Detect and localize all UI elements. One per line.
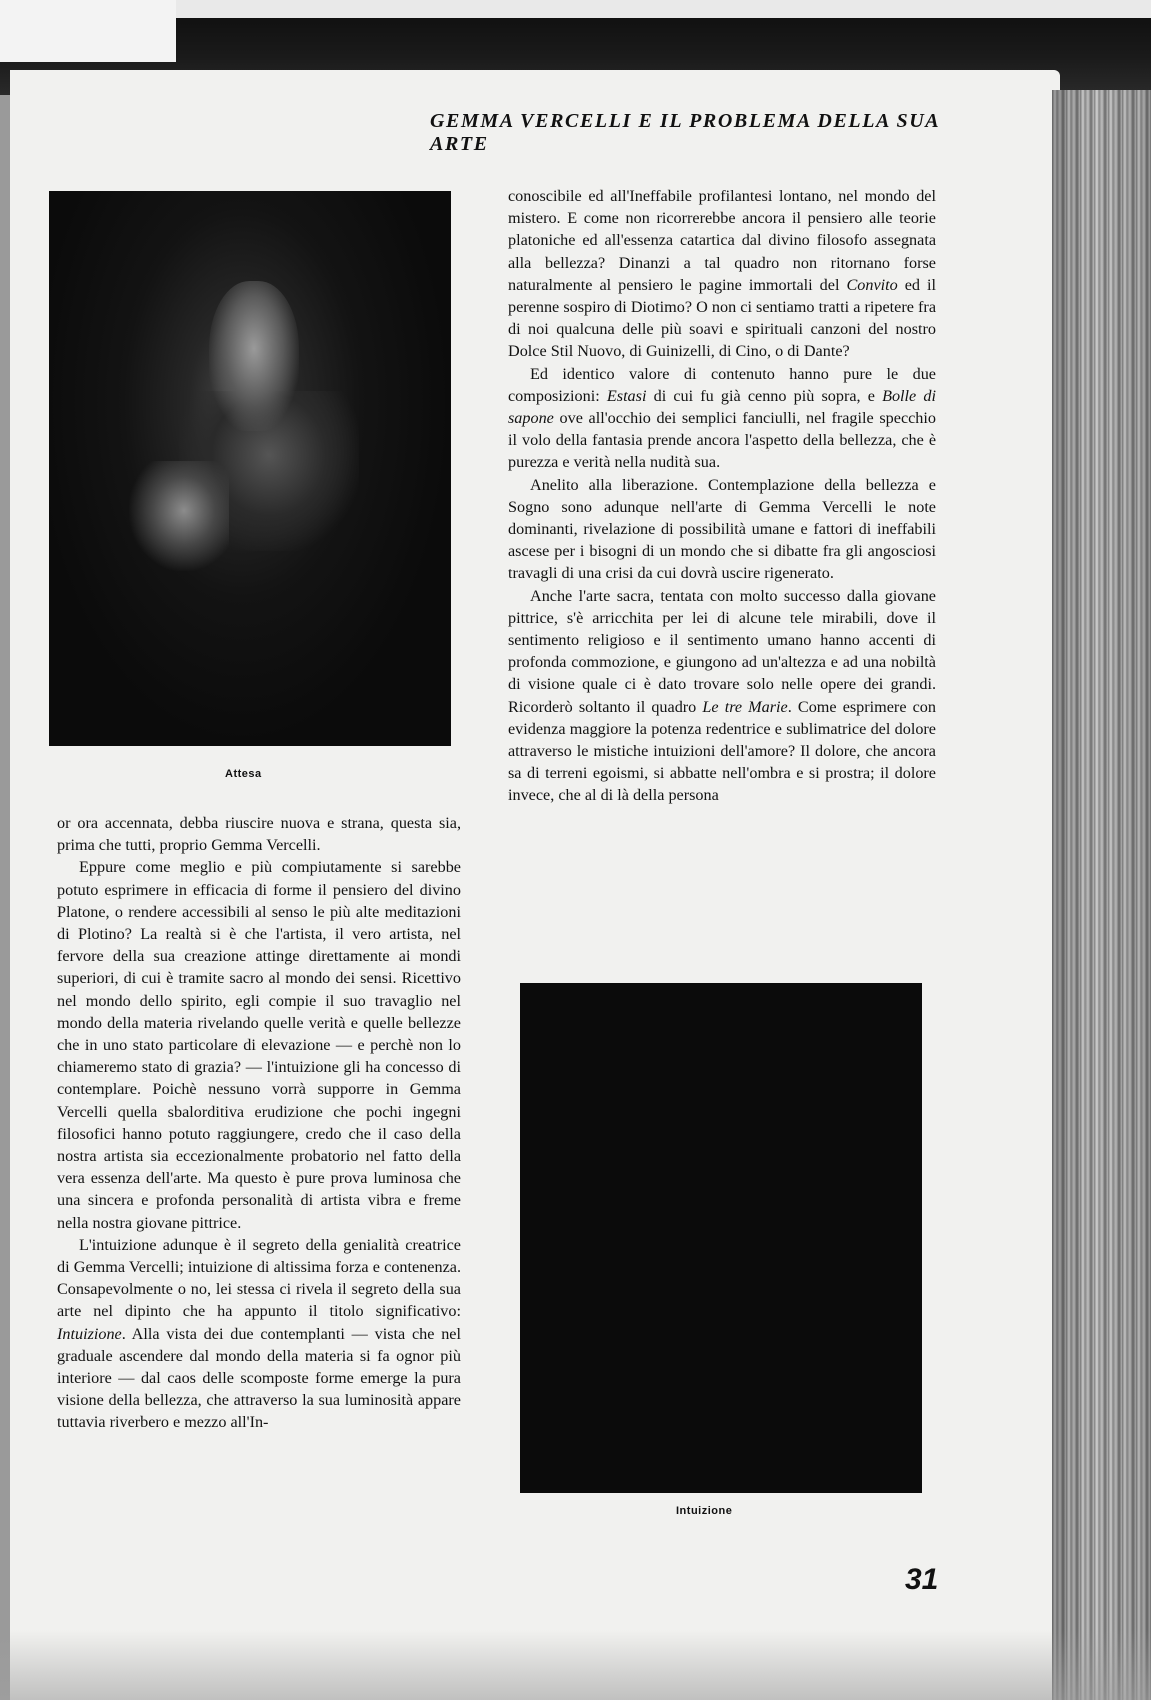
left-paragraph-3-text-b: . Alla vista dei due contemplanti — vista che nel graduale ascendere dal mondo della materia si fa ognor più interiore — dal caos delle scomposte forme emerge la pura visione della bellezza, che attraverso la sua luminosità appare tuttavia riverbero e mezzo all'In- [57,1324,461,1432]
right-paragraph-4 [508,585,936,807]
image-hand-shape [129,461,229,571]
left-paragraph-3-text-a: L'intuizione adunque è il segreto della genialità creatrice di Gemma Vercelli; intuizione di altissima forza e contenenza. Consapevolmente o no, lei stessa ci rivela il segreto della sua arte nel dipinto che ha appunto il titolo significativo: [57,1235,461,1321]
right-paragraph-3: Anelito alla liberazione. Contemplazione della bellezza e Sogno sono adunque nell'arte di Gemma Vercelli le note dominanti, rivelazione di possibilità umane e fattori di ineffabili ascese per i bisogni di un mondo che si dibatte fra gli angosciosi travagli di una crisi da cui dovrà uscire rigenerato. [508,475,936,583]
right-paragraph-2-text-a: Ed identico valore di contenuto hanno pure le due composizioni: [508,364,936,405]
right-paragraph-1-text-b: ed il perenne sospiro di Diotimo? O non ci sentiamo tratti a ripetere fra di noi qualcuna delle più soavi e spirituali canzoni del nostro Dolce Stil Nuovo, di Guinizelli, di Cino, o di Dante? [508,275,936,361]
work-title-convito: Convito [846,275,898,294]
artwork-image-attesa [49,191,451,746]
running-head: GEMMA VERCELLI E IL PROBLEMA DELLA SUA ARTE [430,110,940,155]
artwork-title-bolle-di-sapone: Bolle di sapone [508,386,936,428]
right-paragraph-1 [508,185,936,363]
right-paragraph-4-text-b: . Come esprimere con evidenza maggiore la potenza redentrice e sublimatrice del dolore attraverso le mistiche intuizioni dell'amore? Il dolore, che ancora sa di terreni egoismi, si abbatte nell'ombra e si prostra; il dolore invece, che al di là della persona [508,697,936,805]
right-paragraph-2-text-b: di cui fu già cenno più sopra, e [646,386,883,405]
page-stack-shade [1052,90,1151,1700]
scan-top-strip [176,0,1151,18]
caption-intuizione: Intuizione [676,1505,733,1517]
artwork-title-le-tre-marie: Le tre Marie [702,697,788,716]
right-paragraph-2 [508,363,936,474]
text-column-right [508,185,936,807]
right-paragraph-4-text-a: Anche l'arte sacra, tentata con molto successo dalla giovane pittrice, s'è arricchita per lei di alcune tele mirabili, dove il sentimento religioso e il sentimento umano hanno accenti di profonda commozione, e giungono ad un'altezza e ad una nobiltà di visione quale ci è dato trovare solo nelle opere dei grandi. Ricorderò soltanto il quadro [508,586,936,716]
image-face-shape [209,281,299,431]
left-paragraph-1: or ora accennata, debba riuscire nuova e strana, questa sia, prima che tutti, proprio Gemma Vercelli. [57,814,461,855]
right-paragraph-2-text-c: ove all'occhio dei semplici fanciulli, nel fragile specchio il volo della fantasia prende ancora l'aspetto della bellezza, che è purezza e verità nella nudità sua. [508,409,936,472]
artwork-image-intuizione [520,983,922,1493]
caption-attesa: Attesa [225,768,262,780]
left-paragraph-3 [57,1234,461,1434]
right-paragraph-1-text-a: conoscibile ed all'Ineffabile profilantesi lontano, nel mondo del mistero. E come non ricorrerebbe ancora il pensiero alle teorie platoniche ed all'essenza catartica dal divino filosofo assegnata alla bellezza? Dinanzi a tal quadro non ritornano forse naturalmente al pensiero le pagine immortali del [508,187,936,294]
left-paragraph-2: Eppure come meglio e più compiutamente si sarebbe potuto esprimere in efficacia di forme il pensiero del divino Platone, o rendere accessibili al senso le più alte meditazioni di Plotino? La realtà si è che l'artista, il vero artista, nel fervore della sua creazione attinge direttamente ai mondi superiori, di cui è tramite sacro al mondo dei sensi. Ricettivo nel mondo dello spirito, egli compie il suo travaglio nel mondo della materia rivelando quelle verità e quelle bellezze che in uno stato particolare di elevazione — e perchè non lo chiameremo stato di grazia? — l'intuizione gli ha concesso di contemplare. Poichè nessuno vorrà supporre in Gemma Vercelli quella sbalorditiva erudizione che pochi ingegni filosofici hanno potuto raggiungere, credo che il caso della nostra artista sia eccezionalmente probatorio nel fatto della vera essenza dell'arte. Ma questo è pure prova luminosa che una sincera e profonda personalità di artista vibra e freme nella nostra giovane pittrice. [57,858,461,1232]
scan-bottom-shadow [0,1630,1151,1700]
text-column-left [57,812,461,1434]
page-number: 31 [905,1563,939,1596]
artwork-title-intuizione: Intuizione [57,1324,122,1343]
artwork-title-estasi: Estasi [606,386,647,405]
scan-top-corner [0,0,176,62]
